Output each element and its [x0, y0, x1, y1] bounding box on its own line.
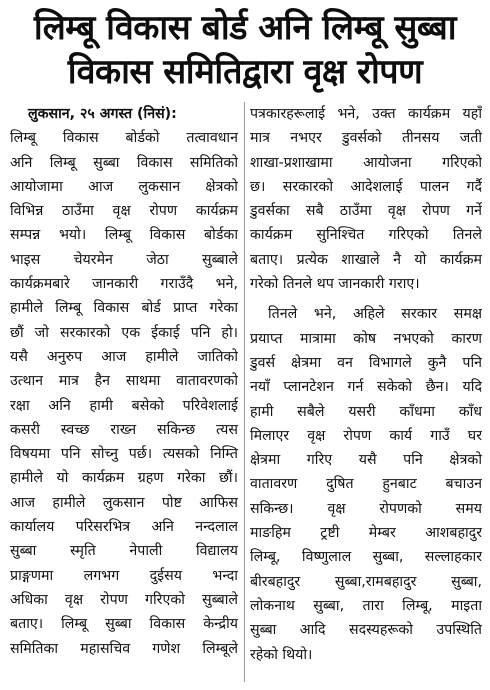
text-line: डुवर्स क्षेत्रमा वन विभागले कुनै पनि — [250, 354, 482, 371]
left-column-text — [10, 126, 238, 661]
text-line: माङहिम ट्रष्टी मेम्बर आशबहादुर — [250, 525, 482, 542]
text-line: कसरी स्वच्छ राख्न सकिन्छ त्यस — [10, 421, 238, 438]
text-line: रहेको थियो। — [250, 646, 313, 663]
text-line: उत्थान मात्र हैन साथमा वातावरणको — [10, 373, 238, 390]
text-line: मात्र नभएर डुवर्सको तीनसय जती — [250, 130, 482, 147]
text-line: तिनले भने, अहिले सरकार समक्ष — [268, 306, 482, 323]
text-line: गरेको तिनले थप जानकारी गराए। — [250, 276, 420, 293]
text-line: सुब्बा स्मृति नेपाली विद्यालय — [10, 543, 238, 560]
text-line: बीरबहादुर सुब्बा,रामबहादुर सुब्बा, — [250, 573, 482, 590]
text-line: शाखा-प्रशाखामा आयोजना गरिएको — [250, 154, 482, 171]
text-line: हामीले यो कार्यक्रम ग्रहण गरेका छौं। — [10, 470, 238, 487]
dateline: लुकसान, २५ अगस्त (निसं): — [28, 106, 177, 122]
text-line: सकिन्छ। वृक्ष रोपणको समय — [250, 500, 482, 517]
column-divider — [244, 102, 245, 682]
text-line: छौं जो सरकारको एक ईकाई पनि हो। — [10, 324, 238, 341]
text-line: मिलाएर वृक्ष रोपण कार्य गाउँ घर — [250, 427, 482, 444]
right-column — [250, 102, 482, 682]
text-line: कार्यक्रम सुनिश्चित गरिएको तिनले — [250, 227, 482, 244]
text-line: विभिन्न ठाउँमा वृक्ष रोपण कार्यक्रम — [10, 203, 238, 220]
headline-line-1: लिम्बू विकास बोर्ड अनि लिम्बू सुब्बा — [33, 8, 457, 48]
headline — [0, 6, 490, 94]
text-line: वातावरण दुषित हुनबाट बचाउन — [250, 476, 482, 493]
headline-line-2: विकास समितिद्वारा वृक्ष रोपण — [67, 52, 423, 92]
text-line: प्रयाप्त मात्रामा कोष नभएको कारण — [250, 330, 482, 347]
text-line: यसै अनुरुप आज हामीले जातिको — [10, 348, 238, 365]
text-line: पत्रकारहरूलाई भने, उक्त कार्यक्रम यहाँ — [250, 106, 482, 122]
text-line: लोकनाथ सुब्बा, तारा लिम्बू, माइता — [250, 597, 482, 614]
text-line: बताए। लिम्बू सुब्बा विकास केन्द्रीय — [10, 616, 238, 633]
text-line: हामीले लिम्बू विकास बोर्ड प्राप्त गरेका — [10, 300, 238, 317]
text-line: डुवर्सका सबै ठाउँमा वृक्ष रोपण गर्ने — [250, 203, 482, 220]
right-column-paragraph-2 — [250, 302, 482, 666]
text-line: रक्षा अनि हामी बसेको परिवेशलाई — [10, 397, 238, 414]
text-line: समितिका महासचिव गणेश लिम्बूले — [10, 640, 238, 657]
text-line: प्राङ्गणमा लगभग दुईसय भन्दा — [10, 567, 238, 584]
right-column-paragraph-1 — [250, 102, 482, 296]
text-line: लिम्बू, विष्णुलाल सुब्बा, सल्लाहकार — [250, 549, 482, 566]
text-line: सम्पन्न भयो। लिम्बू विकास बोर्डका — [10, 227, 238, 244]
text-line: क्षेत्रमा गरिए यसै पनि क्षेत्रको — [250, 452, 482, 469]
text-line: कार्यालय परिसरभित्र अनि नन्दलाल — [10, 519, 238, 536]
text-line: अधिका वृक्ष रोपण गरिएको सुब्बाले — [10, 591, 238, 608]
text-line: आयोजामा आज लुकसान क्षेत्रको — [10, 178, 238, 195]
text-line: विषयमा पनि सोच्नु पर्छ। त्यसको निम्ति — [10, 446, 238, 463]
text-line: हामी सबैले यसरी काँधमा काँध — [250, 403, 482, 420]
text-line: अनि लिम्बू सुब्बा विकास समितिको — [10, 154, 238, 171]
text-line: कार्यक्रमबारे जानकारी गराउँदै भने, — [10, 276, 238, 293]
left-column — [10, 102, 238, 682]
text-line: लिम्बू विकास बोर्डको तत्वावधान — [10, 130, 238, 147]
text-line: नयाँ प्लानटेशन गर्न सकेको छैन। यदि — [250, 379, 482, 396]
text-line: बताए। प्रत्येक शाखाले नै यो कार्यक्रम — [250, 251, 482, 268]
text-line: छ। सरकारको आदेशलाई पालन गर्दै — [250, 178, 482, 195]
text-line: आज हामीले लुकसान पोष्ट आफिस — [10, 494, 238, 511]
text-line: भाइस चेयरमेन जेठा सुब्बाले — [10, 251, 238, 268]
text-line: सुब्बा आदि सदस्यहरूको उपस्थिति — [250, 622, 482, 639]
